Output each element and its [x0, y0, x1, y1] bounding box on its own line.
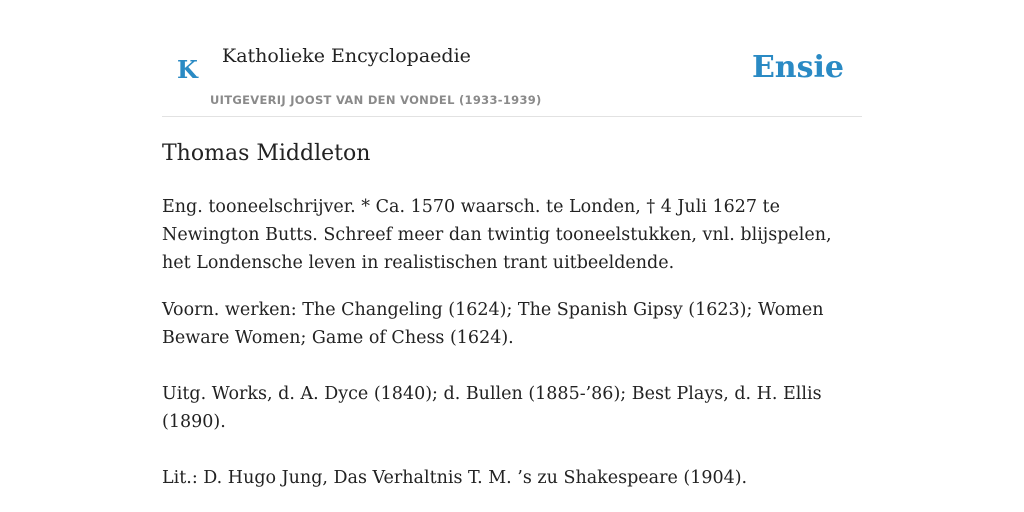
publisher-subtitle: UITGEVERIJ JOOST VAN DEN VONDEL (1933-1939)	[210, 93, 542, 107]
article-paragraph: Lit.: D. Hugo Jung, Das Verhaltnis T. M. ’s zu Shakespeare (1904).	[162, 468, 748, 488]
ensie-brand-link[interactable]: Ensie	[751, 50, 844, 85]
site-title[interactable]: Katholieke Encyclopaedie	[222, 45, 471, 67]
article-paragraph: Eng. tooneelschrijver. * Ca. 1570 waarsch. te Londen, † 4 Juli 1627 te Newington Butts. Schreef meer dan twintig tooneelstukken, vnl. blijspelen, het Londensche leven in realistischen trant uitbeeldende.	[162, 197, 832, 273]
article-body	[162, 138, 862, 492]
article-paragraph: Voorn. werken: The Changeling (1624); The Spanish Gipsy (1623); Women Beware Women; Game of Chess (1624).	[162, 300, 824, 348]
article-paragraph: Uitg. Works, d. A. Dyce (1840); d. Bullen (1885-’86); Best Plays, d. H. Ellis (1890).	[162, 384, 822, 432]
logo-icon[interactable]: K	[177, 55, 198, 84]
site-header	[162, 0, 862, 117]
article-title: Thomas Middleton	[162, 141, 371, 166]
